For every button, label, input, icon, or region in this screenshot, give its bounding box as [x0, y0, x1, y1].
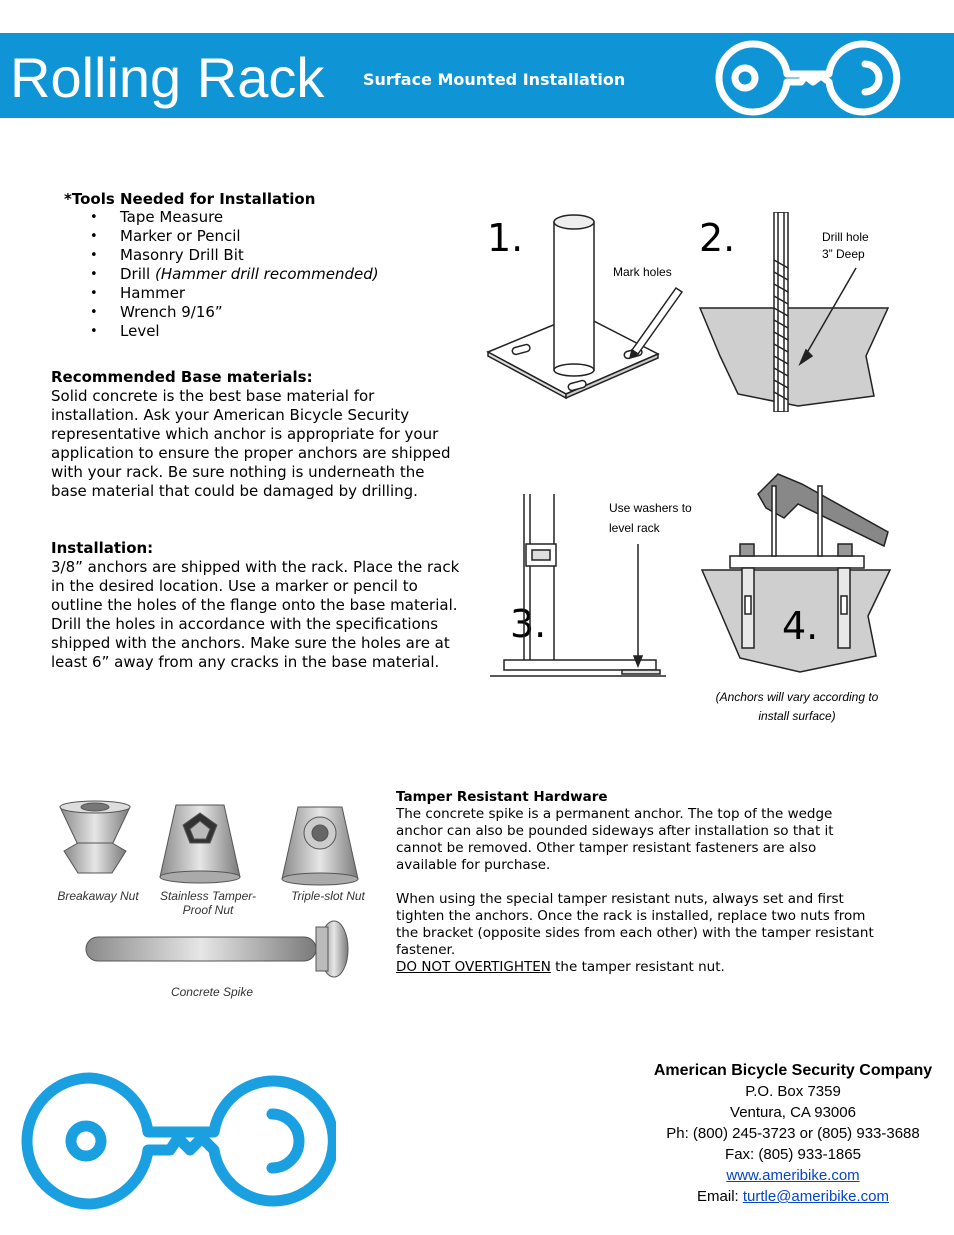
company-city: Ventura, CA 93006: [730, 1104, 856, 1121]
company-info: [640, 1060, 946, 1207]
step-4-illustration: [700, 466, 892, 686]
list-item: • Drill (Hammer drill recommended): [90, 265, 379, 284]
step-4-caption: (Anchors will vary according to install surface): [715, 690, 879, 723]
stainless-nut-caption: Stainless Tamper- Proof Nut: [159, 889, 257, 917]
step-2-label-line2: 3” Deep: [822, 247, 865, 261]
step-3-label-line1: Use washers to: [609, 501, 692, 515]
key-logo-icon: [20, 1070, 336, 1212]
step-2-label-line1: Drill hole: [822, 230, 869, 244]
company-phone: Ph: (800) 245-3723 or (805) 933-3688: [666, 1125, 920, 1142]
step-2-number: 2.: [699, 216, 736, 260]
tamper-heading: Tamper Resistant Hardware: [396, 789, 608, 805]
list-item: • Tape Measure: [90, 208, 379, 227]
step-1-label: Mark holes: [613, 265, 672, 279]
tamper-section: [396, 789, 876, 976]
tamper-warning: DO NOT OVERTIGHTEN the tamper resistant nut.: [396, 959, 725, 975]
website-link[interactable]: www.ameribike.com: [726, 1167, 860, 1184]
page-title: Rolling Rack: [10, 46, 325, 109]
company-name: American Bicycle Security Company: [653, 1062, 933, 1079]
company-po-box: P.O. Box 7359: [745, 1083, 841, 1100]
triple-slot-nut-caption: Triple-slot Nut: [291, 889, 365, 903]
concrete-spike-caption: Concrete Spike: [170, 985, 254, 999]
page-subtitle: Surface Mounted Installation: [363, 70, 626, 89]
step-3-label-line2: level rack: [609, 521, 660, 535]
step-3-number: 3.: [510, 602, 547, 646]
company-fax: Fax: (805) 933-1865: [725, 1146, 861, 1163]
list-item: • Masonry Drill Bit: [90, 246, 379, 265]
tamper-paragraph-1: The concrete spike is a permanent anchor. The top of the wedge anchor can also be pounded sideways after installation so that it cannot be removed. Other tamper resistant fasteners are also available for purchase.: [396, 806, 834, 873]
base-materials-heading: Recommended Base materials:: [51, 368, 313, 386]
list-item: • Wrench 9/16”: [90, 303, 379, 322]
list-item: • Level: [90, 322, 379, 341]
step-4-number: 4.: [782, 604, 819, 648]
list-item: • Marker or Pencil: [90, 227, 379, 246]
breakaway-nut-caption: Breakaway Nut: [57, 889, 139, 903]
email-link[interactable]: turtle@ameribike.com: [742, 1188, 889, 1205]
tools-list: [90, 208, 379, 341]
installation-section: [51, 539, 461, 672]
installation-heading: Installation:: [51, 539, 154, 557]
drill-note: (Hammer drill recommended): [155, 265, 379, 283]
base-materials-text: Solid concrete is the best base material for installation. Ask your American Bicycle Security representative which anchor is appropriate for your application to ensure the proper anchors are shipped with your rack. Be sure nothing is underneath the base material that could be damaged by drilling.: [51, 387, 451, 500]
email-label: Email:: [697, 1188, 743, 1205]
list-item: • Hammer: [90, 284, 379, 303]
key-logo-icon: [705, 38, 910, 118]
tamper-paragraph-2: When using the special tamper resistant nuts, always set and first tighten the anchors. Once the rack is installed, replace two nuts from the bracket (opposite sides from each other) with the tamper resistant fastener.: [396, 891, 874, 958]
installation-text: 3/8” anchors are shipped with the rack. Place the rack in the desired location. Use a marker or pencil to outline the holes of the flange onto the base material. Drill the holes in accordance with the specifications shipped with the anchors. Make sure the holes are at least 6” away from any cracks in the base material.: [51, 558, 460, 671]
step-1-number: 1.: [487, 216, 524, 260]
base-materials-section: [51, 368, 461, 501]
step-1-illustration: [484, 212, 684, 412]
tools-heading: *Tools Needed for Installation: [64, 190, 316, 208]
